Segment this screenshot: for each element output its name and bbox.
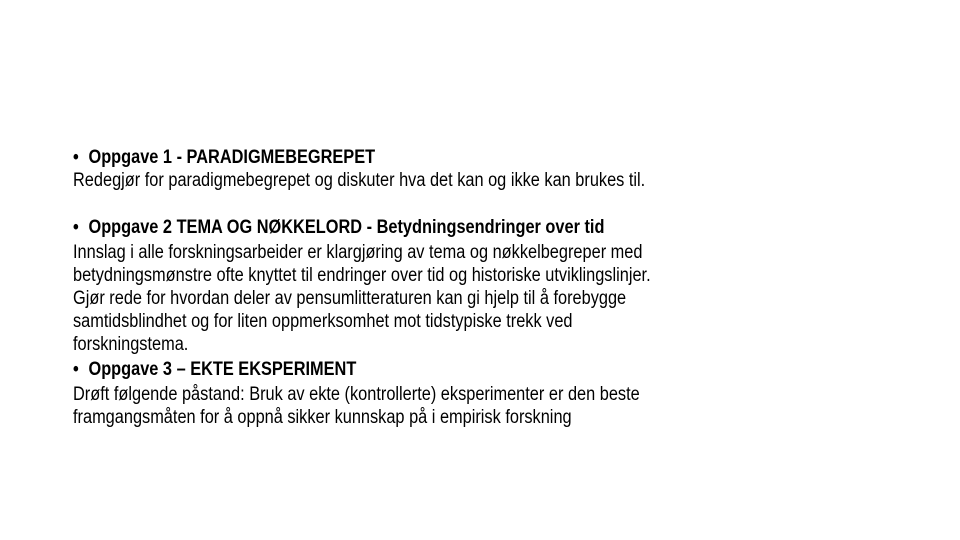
- task-2-heading-text: Oppgave 2 TEMA OG NØKKELORD - Betydningsendringer over tid: [88, 217, 605, 238]
- task-1-heading-text: Oppgave 1 - PARADIGMEBEGREPET: [88, 147, 376, 168]
- bullet-icon: •: [73, 359, 79, 380]
- task-2: [73, 216, 893, 356]
- bullet-icon: •: [73, 147, 79, 168]
- task-1-body-line: Redegjør for paradigmebegrepet og diskuter hva det kan og ikke kan brukes til.: [73, 170, 646, 191]
- task-3-heading-text: Oppgave 3 – EKTE EKSPERIMENT: [88, 359, 357, 380]
- bullet-icon: •: [73, 217, 79, 238]
- task-2-body-line: Innslag i alle forskningsarbeider er klargjøring av tema og nøkkelbegreper med: [73, 242, 643, 263]
- task-3-body-line: framgangsmåten for å oppnå sikker kunnskap på i empirisk forskning: [73, 407, 572, 428]
- spacer: [73, 192, 893, 216]
- task-2-body-line: betydningsmønstre ofte knyttet til endringer over tid og historiske utviklingslinjer.: [73, 265, 651, 286]
- task-1: [73, 146, 893, 192]
- task-1-heading: [73, 146, 778, 169]
- task-2-heading: [73, 216, 778, 239]
- slide-body: [73, 146, 893, 429]
- task-2-body-line: forskningstema.: [73, 334, 189, 355]
- task-2-body-line: samtidsblindhet og for liten oppmerksomhet mot tidstypiske trekk ved: [73, 311, 573, 332]
- task-3-body-line: Drøft følgende påstand: Bruk av ekte (kontrollerte) eksperimenter er den beste: [73, 384, 640, 405]
- task-2-body-line: Gjør rede for hvordan deler av pensumlitteraturen kan gi hjelp til å forebygge: [73, 288, 627, 309]
- task-3-heading: [73, 358, 778, 381]
- task-3: [73, 358, 893, 429]
